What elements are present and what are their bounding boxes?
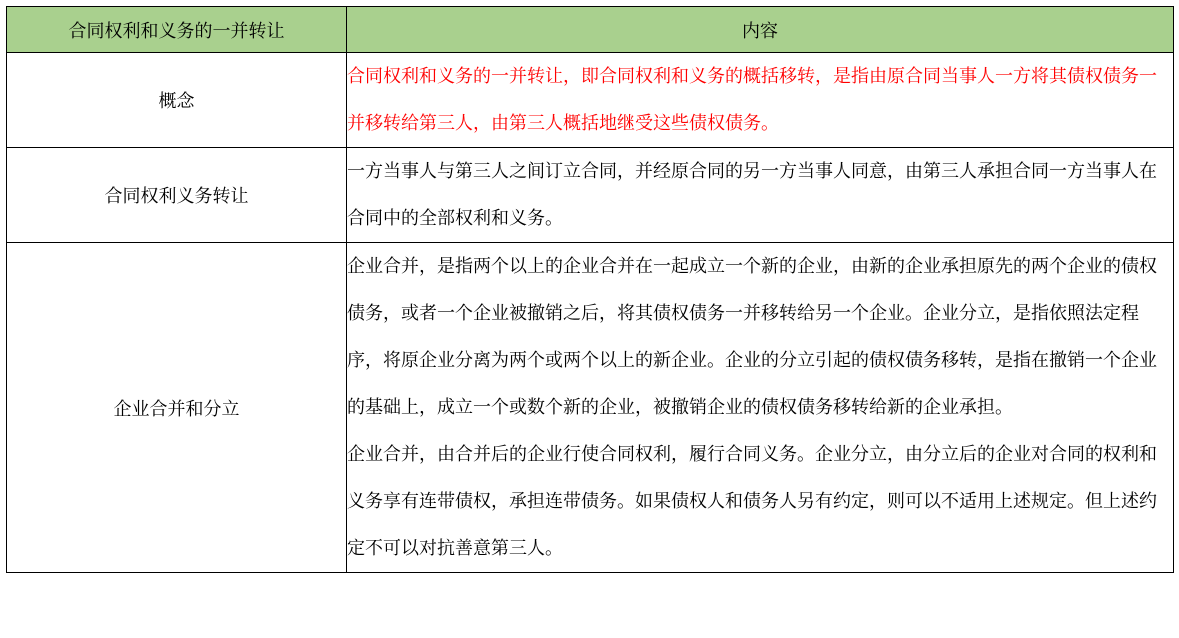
transfer-text: 一方当事人与第三人之间订立合同，并经原合同的另一方当事人同意，由第三人承担合同一方当事人在合同中的全部权利和义务。 [347,161,1157,229]
merger-text-2: 企业合并，由合并后的企业行使合同权利，履行合同义务。企业分立，由分立后的企业对合同的权利和义务享有连带债权，承担连带债务。如果债权人和债务人另有约定，则可以不适用上述规定。但上述约定不可以对抗善意第三人。 [347,444,1157,559]
row-label-concept: 概念 [7,53,347,148]
table-row [7,243,1174,573]
row-label-transfer: 合同权利义务转让 [7,148,347,243]
row-content-concept [347,53,1174,148]
transfer-table [6,6,1174,573]
header-content: 内容 [347,7,1174,53]
row-content-transfer [347,148,1174,243]
table-header-row [7,7,1174,53]
table-row [7,53,1174,148]
row-label-merger: 企业合并和分立 [7,243,347,573]
row-content-merger [347,243,1174,573]
table-row [7,148,1174,243]
header-topic: 合同权利和义务的一并转让 [7,7,347,53]
merger-text-1: 企业合并，是指两个以上的企业合并在一起成立一个新的企业，由新的企业承担原先的两个企业的债权债务，或者一个企业被撤销之后，将其债权债务一并移转给另一个企业。企业分立，是指依照法定程序，将原企业分离为两个或两个以上的新企业。企业的分立引起的债权债务移转，是指在撤销一个企业的基础上，成立一个或数个新的企业，被撤销企业的债权债务移转给新的企业承担。 [347,256,1157,418]
concept-text: 合同权利和义务的一并转让，即合同权利和义务的概括移转，是指由原合同当事人一方将其债权债务一并移转给第三人，由第三人概括地继受这些债权债务。 [347,66,1157,134]
